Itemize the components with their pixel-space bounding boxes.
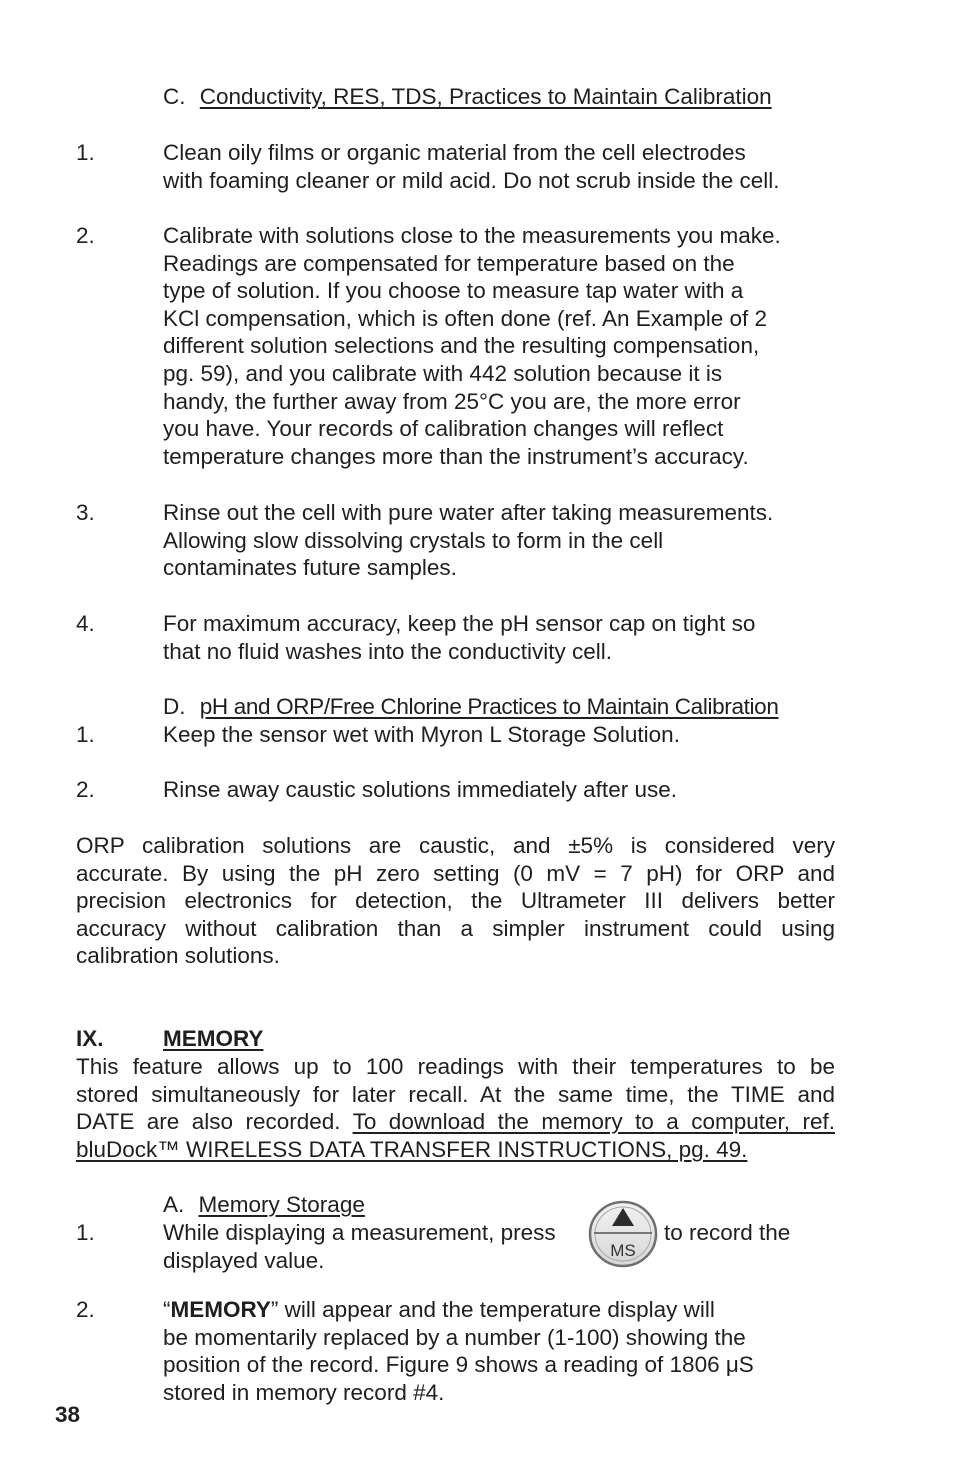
text-line: precision electronics for detection, the Ultrameter III delivers better xyxy=(76,888,835,914)
text-line: Rinse out the cell with pure water after taking measurements. xyxy=(163,500,774,525)
memory-storage-letter: A. xyxy=(163,1192,185,1217)
section-c-heading-row xyxy=(163,83,772,111)
section-c-heading: Conductivity, RES, TDS, Practices to Maintain Calibration xyxy=(199,84,772,109)
memory-keyword: MEMORY xyxy=(170,1297,271,1322)
text-line: Readings are compensated for temperature based on the xyxy=(163,250,735,276)
text-line xyxy=(76,1108,835,1136)
list-item-text xyxy=(163,610,843,665)
list-item-text xyxy=(163,499,843,582)
section-d-heading-row xyxy=(163,693,779,721)
list-item-number: 2. xyxy=(76,1297,95,1322)
ms-button-icon xyxy=(588,1200,660,1270)
text-line: pg. 59), and you calibrate with 442 solution because it is xyxy=(163,360,723,386)
text-line: handy, the further away from 25°C you are, the more error xyxy=(163,388,741,414)
list-item-number: 1. xyxy=(76,1220,95,1245)
section-d-letter: D. xyxy=(163,694,186,719)
page-number: 38 xyxy=(55,1402,81,1427)
list-item-text: Keep the sensor wet with Myron L Storage Solution. xyxy=(163,722,680,747)
memory-storage-heading-row xyxy=(163,1191,365,1219)
list-item-text xyxy=(163,139,843,194)
list-item-number: 1. xyxy=(76,140,95,165)
text-line: stored simultaneously for later recall. At the same time, the TIME and xyxy=(76,1081,835,1107)
text-line: temperature changes more than the instrument’s accuracy. xyxy=(163,443,749,469)
text-line: Calibrate with solutions close to the measurements you make. xyxy=(163,223,781,248)
text-line: stored in memory record #4. xyxy=(163,1379,445,1405)
section-c-letter: C. xyxy=(163,84,186,109)
text-line: accurate. By using the pH zero setting (0 mV = 7 pH) for ORP and xyxy=(76,860,835,886)
section-d-heading: pH and ORP/Free Chlorine Practices to Maintain Calibration xyxy=(199,694,779,719)
text-line: While displaying a measurement, press xyxy=(163,1220,556,1245)
text-line: Clean oily films or organic material from the cell electrodes xyxy=(163,140,746,165)
list-item-text xyxy=(163,1296,843,1406)
memory-section-heading: MEMORY xyxy=(163,1026,264,1051)
memory-store-button-icon xyxy=(588,1200,660,1270)
list-item-text xyxy=(163,1219,556,1247)
text-line: KCl compensation, which is often done (ref. An Example of 2 xyxy=(163,305,768,331)
list-item-number: 3. xyxy=(76,500,95,525)
text: ” will appear and the temperature display will xyxy=(270,1297,715,1322)
intro-text: DATE are also recorded. xyxy=(76,1109,353,1135)
text-line: position of the record. Figure 9 shows a reading of 1806 μS xyxy=(163,1352,754,1378)
bludock-reference-link: To download the memory to a computer, ref. xyxy=(352,1109,835,1135)
list-item-text: Rinse away caustic solutions immediately after use. xyxy=(163,777,677,802)
list-item-number: 1. xyxy=(76,722,95,747)
list-item-number: 2. xyxy=(76,223,95,248)
text-line: This feature allows up to 100 readings with their temperatures to be xyxy=(76,1054,835,1079)
list-item-text xyxy=(163,222,843,470)
memory-section-number: IX. xyxy=(76,1026,104,1051)
text-line: contaminates future samples. xyxy=(163,555,457,581)
text-line: accuracy without calibration than a simpler instrument could using xyxy=(76,915,835,941)
text-line: type of solution. If you choose to measure tap water with a xyxy=(163,278,744,304)
orp-paragraph xyxy=(76,832,835,970)
text-line: different solution selections and the resulting compensation, xyxy=(163,333,760,359)
text-line: you have. Your records of calibration changes will reflect xyxy=(163,416,724,442)
list-item-number: 4. xyxy=(76,611,95,636)
text-line: ORP calibration solutions are caustic, and ±5% is considered very xyxy=(76,833,835,858)
list-item-text: to record the xyxy=(664,1220,791,1245)
memory-intro-paragraph xyxy=(76,1053,835,1163)
quote-mark: “ xyxy=(163,1297,171,1322)
text-line: with foaming cleaner or mild acid. Do not scrub inside the cell. xyxy=(163,167,780,193)
memory-storage-heading: Memory Storage xyxy=(198,1192,365,1217)
text-line: For maximum accuracy, keep the pH sensor cap on tight so xyxy=(163,611,756,636)
ms-button-label: MS xyxy=(610,1241,636,1260)
list-item-number: 2. xyxy=(76,777,95,802)
list-item-text: displayed value. xyxy=(163,1248,325,1273)
bludock-reference-link: bluDock™ WIRELESS DATA TRANSFER INSTRUCTIONS, pg. 49. xyxy=(76,1136,748,1162)
text-line: calibration solutions. xyxy=(76,943,280,969)
text-line: be momentarily replaced by a number (1-100) showing the xyxy=(163,1324,746,1350)
text-line: that no fluid washes into the conductivity cell. xyxy=(163,638,613,664)
text-line: Allowing slow dissolving crystals to form in the cell xyxy=(163,527,664,553)
text-line xyxy=(163,1296,843,1324)
